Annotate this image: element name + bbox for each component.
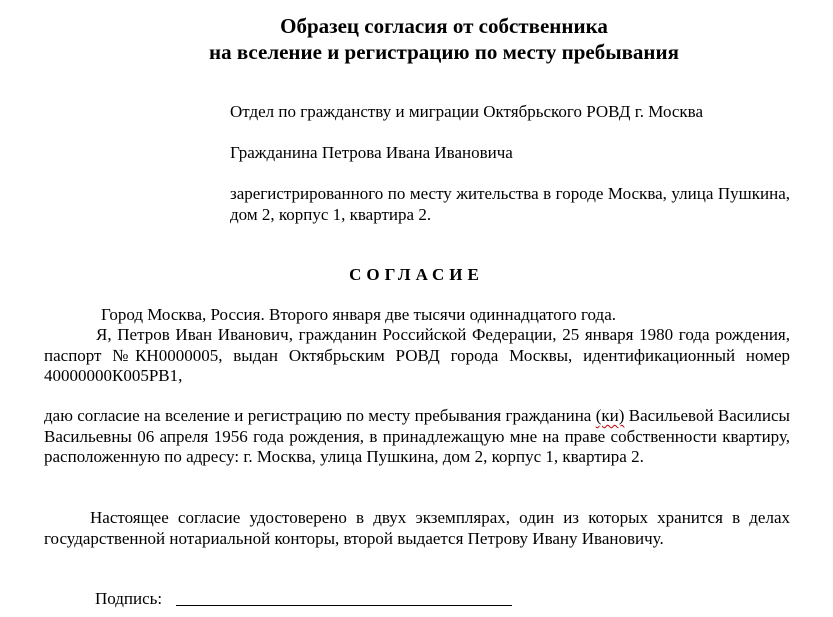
document-title-line-1: Образец согласия от собственника — [280, 14, 608, 38]
declarant-paragraph: Я, Петров Иван Иванович, гражданин Российской Федерации, 25 января 1980 года рождения, паспорт №КН0000005, выдан Октябрьским РОВД города Москвы, идентификационный номер 40000000К005РВ1, — [44, 325, 790, 385]
addressee-registration: зарегистрированного по месту жительства в городе Москва, улица Пушкина, дом 2, корпус 1, квартира 2. — [230, 184, 790, 224]
signature-label: Подпись: — [95, 589, 163, 608]
consent-text-after: Васильевой Василисы Васильевны 06 апреля 1956 года рождения, в принадлежащую мне на праве собственности квартиру, расположенную по адресу: г. Москва, улица Пушкина, дом 2, корпус 1, квартира 2. — [44, 406, 790, 466]
addressee-department: Отдел по гражданству и миграции Октябрьского РОВД г. Москва — [230, 102, 704, 121]
document-title-line-2: на вселение и регистрацию по месту пребывания — [208, 40, 679, 64]
addressee-applicant: Гражданина Петрова Ивана Ивановича — [230, 143, 513, 162]
certification-paragraph: Настоящее согласие удостоверено в двух экземплярах, один из которых хранится в делах государственной нотариальной конторы, второй выдается Петрову Ивану Ивановичу. — [44, 508, 790, 548]
consent-text-before: даю согласие на вселение и регистрацию по месту пребывания гражданина — [44, 406, 596, 425]
place-date-line: Город Москва, Россия. Второго января две тысячи одиннадцатого года. — [101, 305, 616, 324]
spellcheck-marked-word: (ки) — [595, 406, 625, 425]
consent-paragraph — [44, 406, 790, 468]
signature-line — [176, 605, 512, 606]
consent-heading: СОГЛАСИЕ — [349, 265, 484, 284]
